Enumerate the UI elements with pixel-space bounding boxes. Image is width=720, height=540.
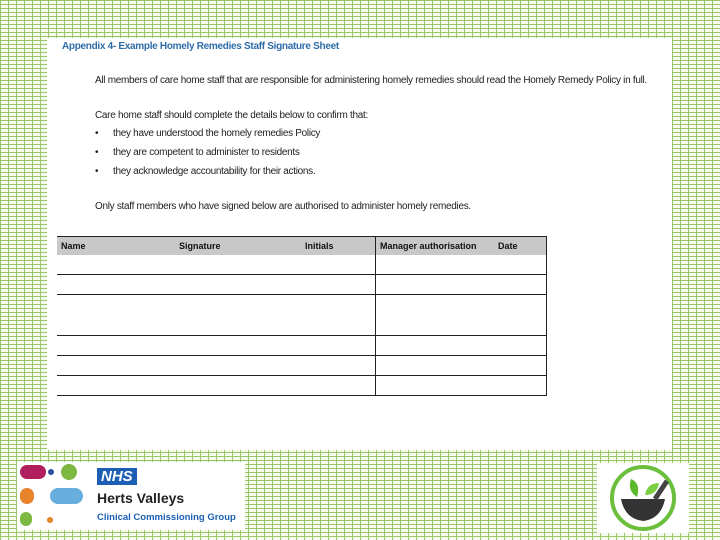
- lead-text: Care home staff should complete the details below to confirm that:: [95, 110, 368, 121]
- table-row: [57, 255, 547, 275]
- staff-cell[interactable]: [57, 295, 376, 336]
- col-initials: Initials: [301, 237, 376, 256]
- table-row: [57, 336, 547, 356]
- bullet-text: they are competent to administer to residents: [113, 147, 300, 158]
- bullet-text: they acknowledge accountability for their actions.: [113, 166, 316, 177]
- col-signature: Signature: [175, 237, 301, 256]
- ccg-shapes-icon: [17, 462, 87, 530]
- staff-cell[interactable]: [57, 255, 376, 275]
- table-header-row: [57, 237, 547, 256]
- manager-cell[interactable]: [376, 336, 547, 356]
- manager-cell[interactable]: [376, 295, 547, 336]
- document-page: [47, 38, 672, 450]
- manager-cell[interactable]: [376, 356, 547, 376]
- bullet-item: • they are competent to administer to residents: [95, 147, 300, 158]
- manager-cell[interactable]: [376, 275, 547, 295]
- col-name: Name: [57, 237, 175, 256]
- mortar-herbs-icon: [597, 463, 689, 533]
- staff-cell[interactable]: [57, 275, 376, 295]
- bullet-text: they have understood the homely remedies Policy: [113, 128, 321, 139]
- signature-table: [57, 236, 547, 396]
- intro-text: All members of care home staff that are responsible for administering homely remedies should read the Homely Remedy Policy in full.: [95, 75, 647, 86]
- table-row: [57, 376, 547, 396]
- staff-cell[interactable]: [57, 356, 376, 376]
- bullet-item: • they have understood the homely remedies Policy: [95, 128, 321, 139]
- mortar-pestle-logo: [597, 463, 689, 533]
- staff-cell[interactable]: [57, 336, 376, 356]
- nhs-badge: NHS: [97, 468, 137, 485]
- closing-text: Only staff members who have signed below are authorised to administer homely remedies.: [95, 201, 471, 212]
- bullet-item: • they acknowledge accountability for their actions.: [95, 166, 316, 177]
- manager-cell[interactable]: [376, 255, 547, 275]
- herts-valleys-ccg-logo: [17, 462, 245, 530]
- manager-cell[interactable]: [376, 376, 547, 396]
- org-subtitle: Clinical Commissioning Group: [97, 512, 236, 523]
- table-row: [57, 295, 547, 336]
- document-title: Appendix 4- Example Homely Remedies Staff Signature Sheet: [62, 41, 339, 52]
- table-row: [57, 275, 547, 295]
- col-manager-authorisation: Manager authorisation: [376, 237, 495, 256]
- org-name: Herts Valleys: [97, 490, 185, 506]
- table-row: [57, 356, 547, 376]
- col-date: Date: [494, 237, 547, 256]
- staff-cell[interactable]: [57, 376, 376, 396]
